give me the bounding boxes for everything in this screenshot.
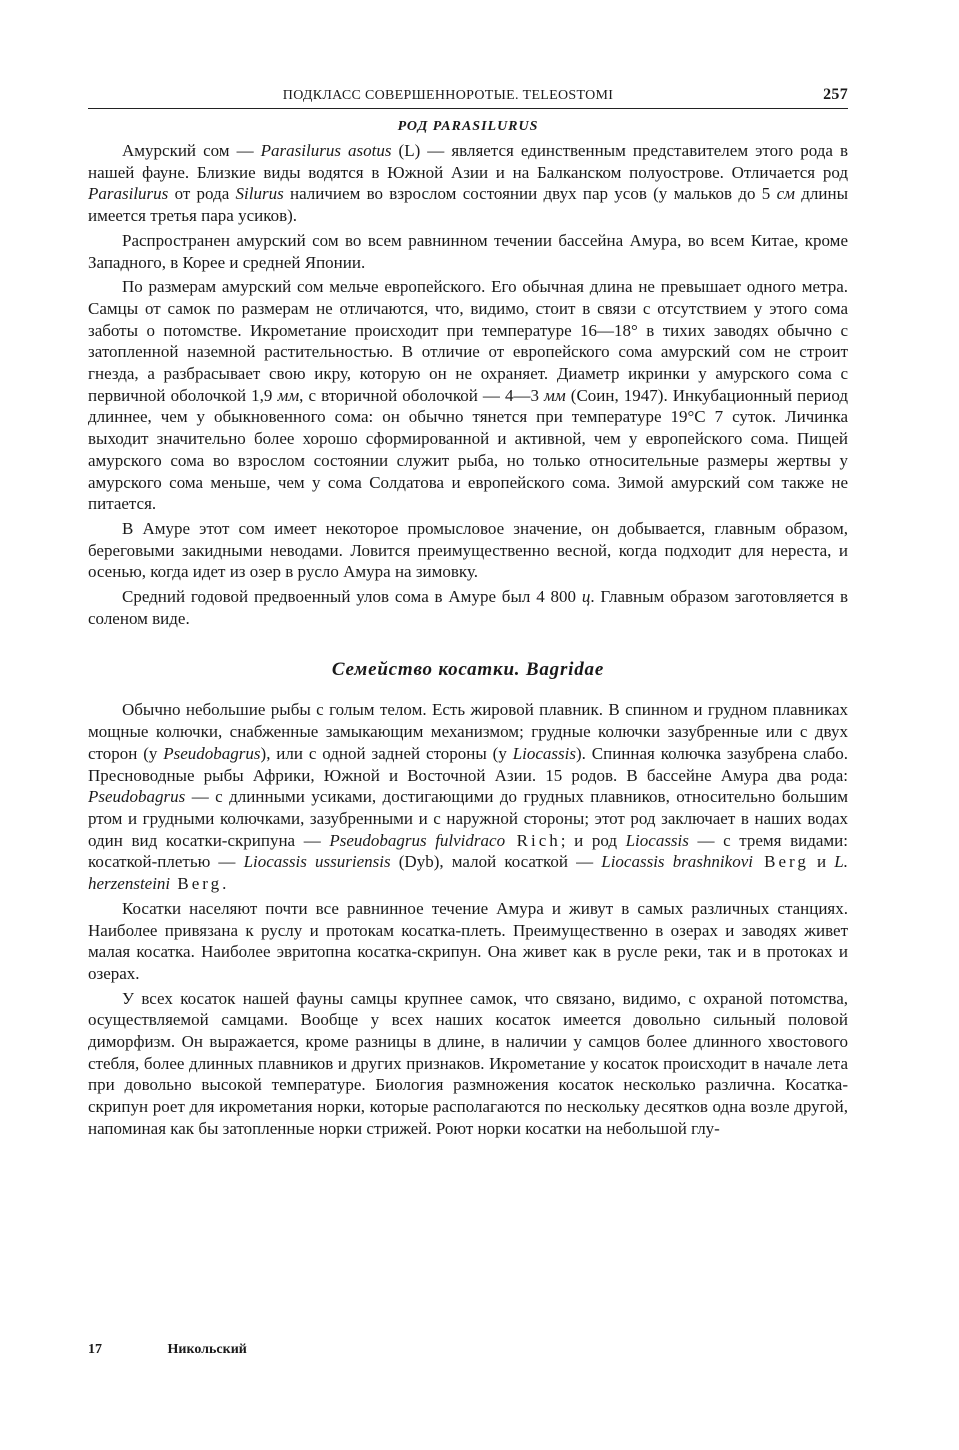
paragraph-8: У всех косаток нашей фауны самцы крупнее самок, что связано, видимо, с охраной потомства, осуществляемой самцами. Вообще у всех наших косаток имеется довольно сильный половой диморфизм. Он выражается, кроме разницы в длине, в наличии у самцов более длинного хвостового стебля, более длинных плавников и других признаков. Икрометание у косаток происходит в начале лета при довольно высокой температуре. Биология размножения косаток несколько различна. Косатка-скрипун роет для икрометания норки, которые располагаются по нескольку десятков одна возле другой, напоминая как бы затопленные норки стрижей. Роют норки косатки на небольшой глу- (88, 988, 848, 1138)
book-page (88, 84, 848, 1143)
page-footer (88, 1342, 848, 1358)
paragraph-4: В Амуре этот сом имеет некоторое промысловое значение, он добывается, главным образом, береговыми закидными неводами. Ловится преимущественно весной, когда подходит для нереста, и осенью, когда идет из озер в русло Амура на зимовку. (88, 518, 848, 582)
paragraph-6: Обычно небольшие рыбы с голым телом. Есть жировой плавник. В спинном и грудном плавниках мощные колючки, снабженные замыкающим механизмом; грудные колючки зазубренные или с двух сторон (у Pseudobagrus), или с одной задней стороны (у Liocassis). Спинная колючка зазубрена слабо. Пресноводные рыбы Африки, Южной и Восточной Азии. 15 родов. В бассейне Амура два рода: Pseudobagrus — с длинными усиками, достигающими до грудных плавников, относительно большим ртом и грудными колючками, зазубренными и с наружной стороны; этот род заключает в наших водах один вид косатки-скрипуна — Pseudobagrus fulvidraco Rich; и род Liocassis — с тремя видами: косаткой-плетью — Liocassis ussuriensis (Dyb), малой косаткой — Liocassis brashnikovi Berg и L. herzensteini Berg. (88, 700, 849, 894)
running-title: ПОДКЛАСС СОВЕРШЕННОРОТЫЕ. TELEOSTOMI (282, 88, 614, 103)
paragraph-7: Косатки населяют почти все равнинное течение Амура и живут в самых различных станциях. Наиболее привязана к руслу и протокам косатка-плеть. Преимущественно в озерах и заводях живет малая косатка. Наиболее эвритопна косатка-скрипун. Она живет как в русле реки, так и в протоках и озерах. (88, 898, 848, 983)
author-name: Никольский (167, 1342, 247, 1357)
paragraph-2: Распространен амурский сом во всем равнинном течении бассейна Амура, во всем Китае, кроме Западного, в Корее и средней Японии. (88, 230, 848, 272)
running-header (88, 84, 848, 109)
paragraph-1: Амурский сом — Parasilurus asotus (L) — является единственным представителем этого рода в нашей фауне. Близкие виды водятся в Южной Азии и на Балканском полуострове. Отличается род Parasilurus от рода Silurus наличием во взрослом состоянии двух пар усов (у мальков до 5 см длины имеется третья пара усиков). (88, 141, 849, 226)
page-number: 257 (823, 86, 848, 103)
family-heading: Семейство косатки. Bagridae (331, 659, 605, 681)
signature-mark: 17 (88, 1342, 102, 1357)
genus-heading: РОД PARASILURUS (397, 119, 539, 134)
paragraph-3: По размерам амурский сом мельче европейского. Его обычная длина не превышает одного метра. Самцы от самок по размерам не отличаются, что, видимо, стоит в связи с отсутствием у этого сома заботы о потомстве. Икрометание происходит при температуре 16—18° в тихих заводях обычно с затопленной наземной растительностью. В отличие от европейского сома амурский сом не строит гнезда, а разбрасывает свою икру, которую он не охраняет. Диаметр икринки у амурского сома с первичной оболочкой 1,9 мм, с вторичной оболочкой — 4—3 мм (Соин, 1947). Инкубационный период длиннее, чем у обыкновенного сома: он обычно тянется при температуре 19°С 7 суток. Личинка выходит значительно более хорошо сформированной и активной, чем у европейского сома. Пищей амурского сома во взрослом состоянии служит рыба, но только относительные размеры жертвы у амурского сома меньше, чем у сома Солдатова и европейского сома. Зимой амурский сом также не питается. (88, 277, 848, 514)
paragraph-5: Средний годовой предвоенный улов сома в Амуре был 4 800 ц. Главным образом заготовляется в соленом виде. (88, 587, 848, 628)
